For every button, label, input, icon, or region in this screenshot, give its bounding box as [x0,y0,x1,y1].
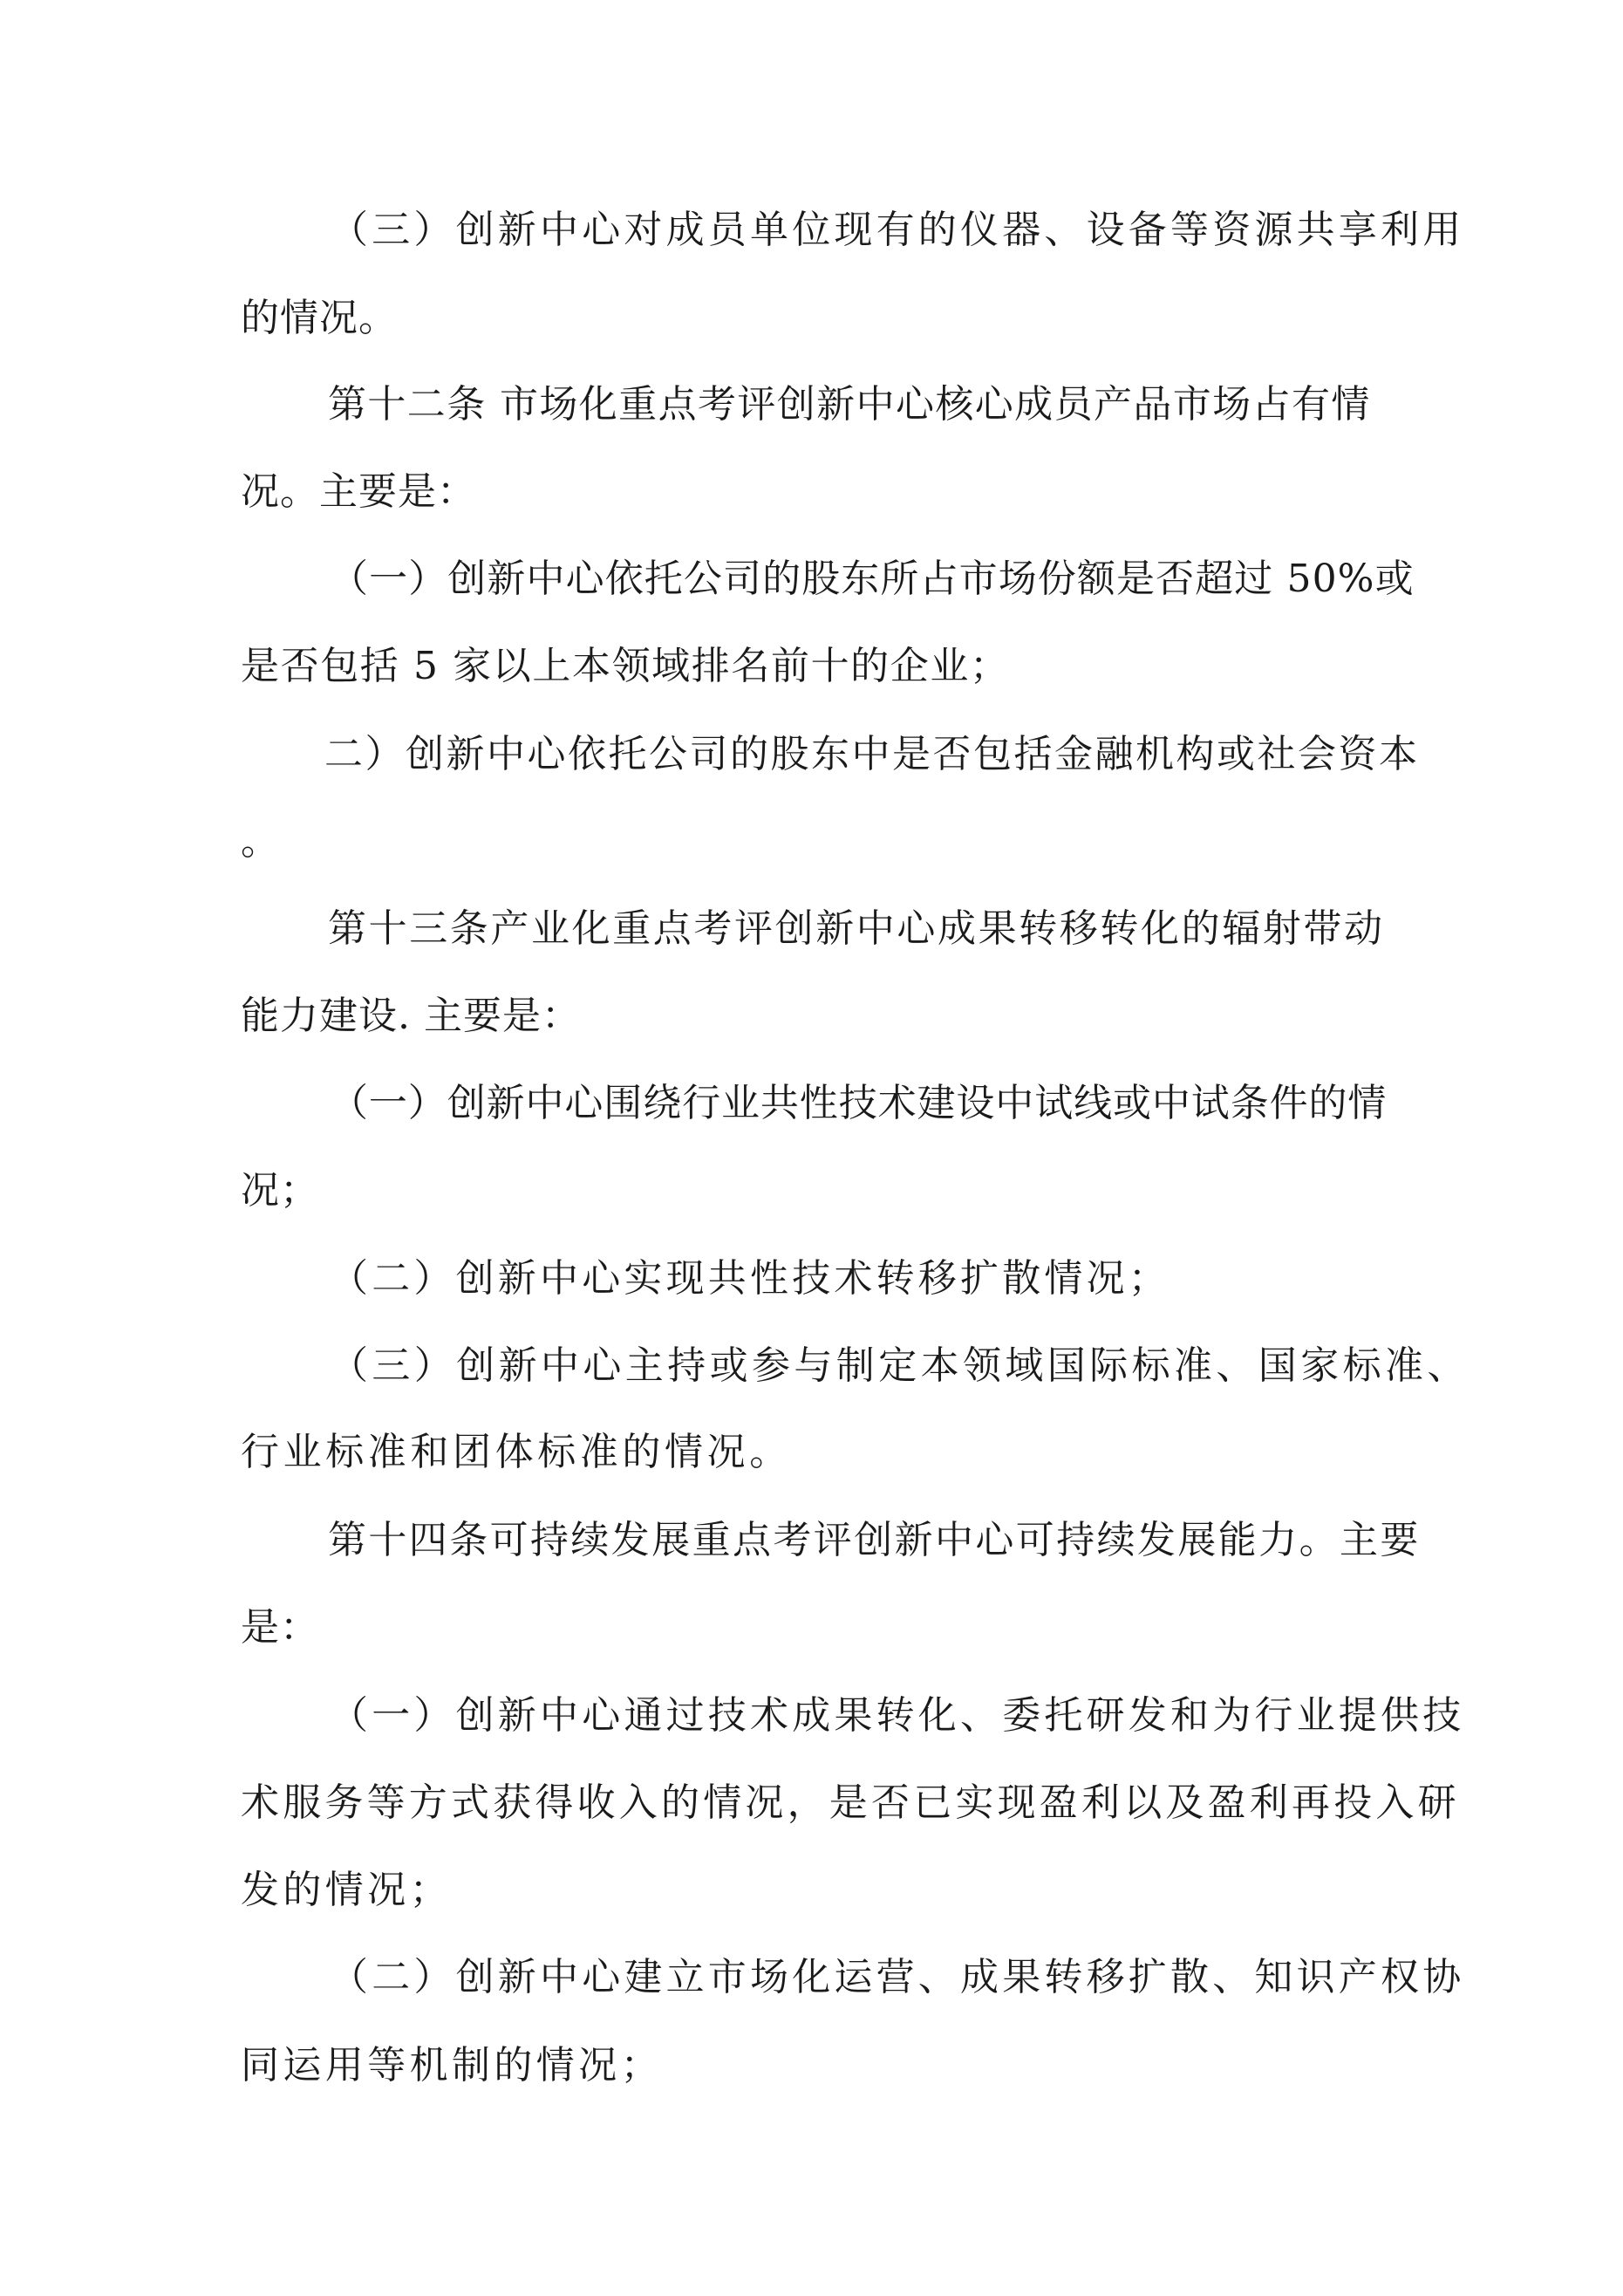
text-line: 行业标准和团体标准的情况。 [241,1430,792,1474]
text-line: （一）创新中心围绕行业共性技术建设中试线或中试条件的情 [330,1081,1388,1125]
article-13-heading: 第十三条产业化重点考评创新中心成果转移转化的辐射带动 [328,906,1385,951]
text-line: 发的情况； [241,1868,452,1912]
text-line: 同运用等机制的情况； [241,2043,663,2088]
text-line: （三）创新中心对成员单位现有的仪器、设备等资源共享利用 [330,208,1465,252]
article-14-heading: 第十四条可持续发展重点考评创新中心可持续发展能力。主要 [328,1518,1421,1562]
article-12-heading: 第十二条 市场化重点考评创新中心核心成员产品市场占有情 [328,382,1371,427]
text-line: （二）创新中心建立市场化运营、成果转移扩散、知识产权协 [330,1955,1465,1999]
text-line: 况； [241,1168,319,1213]
text-line: 。 [241,819,280,864]
text-line: （三）创新中心主持或参与制定本领域国际标准、国家标准、 [330,1343,1470,1388]
text-line: （一）创新中心通过技术成果转化、委托研发和为行业提供技 [330,1693,1465,1738]
text-line: 二）创新中心依托公司的股东中是否包括金融机构或社会资本 [324,732,1420,776]
text-line: 能力建设. 主要是： [241,994,581,1038]
text-line: 的情况。 [241,296,398,340]
text-line: 况。主要是： [241,469,476,514]
text-line: 术服务等方式获得收入的情况，是否已实现盈利以及盈利再投入研 [241,1780,1460,1825]
text-line: （二）创新中心实现共性技术转移扩散情况； [330,1256,1170,1301]
text-line: 是否包括 5 家以上本领域排名前十的企业； [241,644,1010,688]
text-line: 是： [241,1605,319,1650]
text-line: （一）创新中心依托公司的股东所占市场份额是否超过 50%或 [330,557,1415,601]
